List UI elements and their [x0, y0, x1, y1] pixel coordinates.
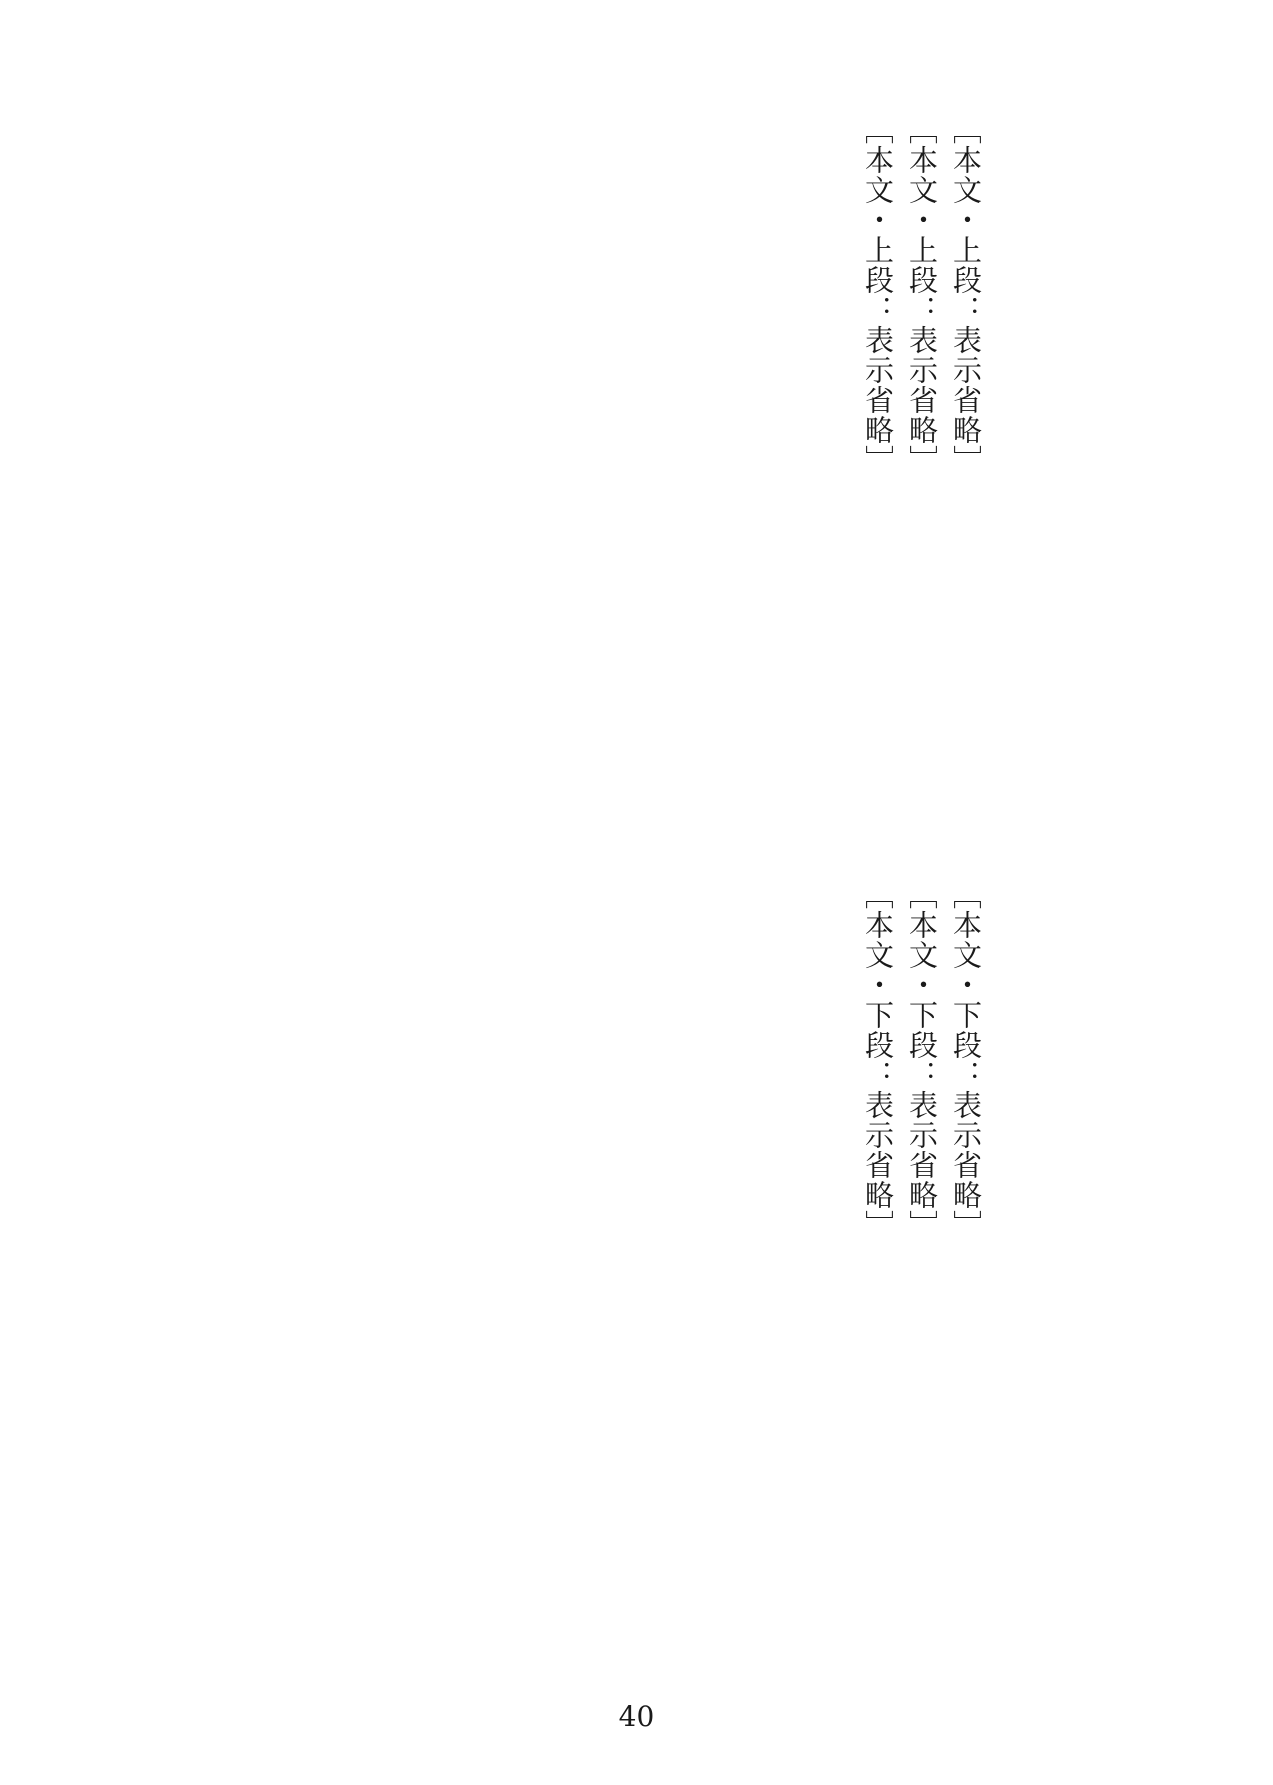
text-column: ［本文・下段：表示省略］ — [861, 880, 895, 1240]
text-column: ［本文・上段：表示省略］ — [905, 115, 939, 475]
text-column: ［本文・下段：表示省略］ — [905, 880, 939, 1240]
text-column: ［本文・上段：表示省略］ — [861, 115, 895, 475]
text-column: ［本文・上段：表示省略］ — [949, 115, 983, 475]
text-column: ［本文・下段：表示省略］ — [949, 880, 983, 1240]
top-text-block — [856, 115, 988, 805]
page-number: 40 — [618, 1700, 655, 1733]
bottom-text-block — [856, 880, 988, 1570]
